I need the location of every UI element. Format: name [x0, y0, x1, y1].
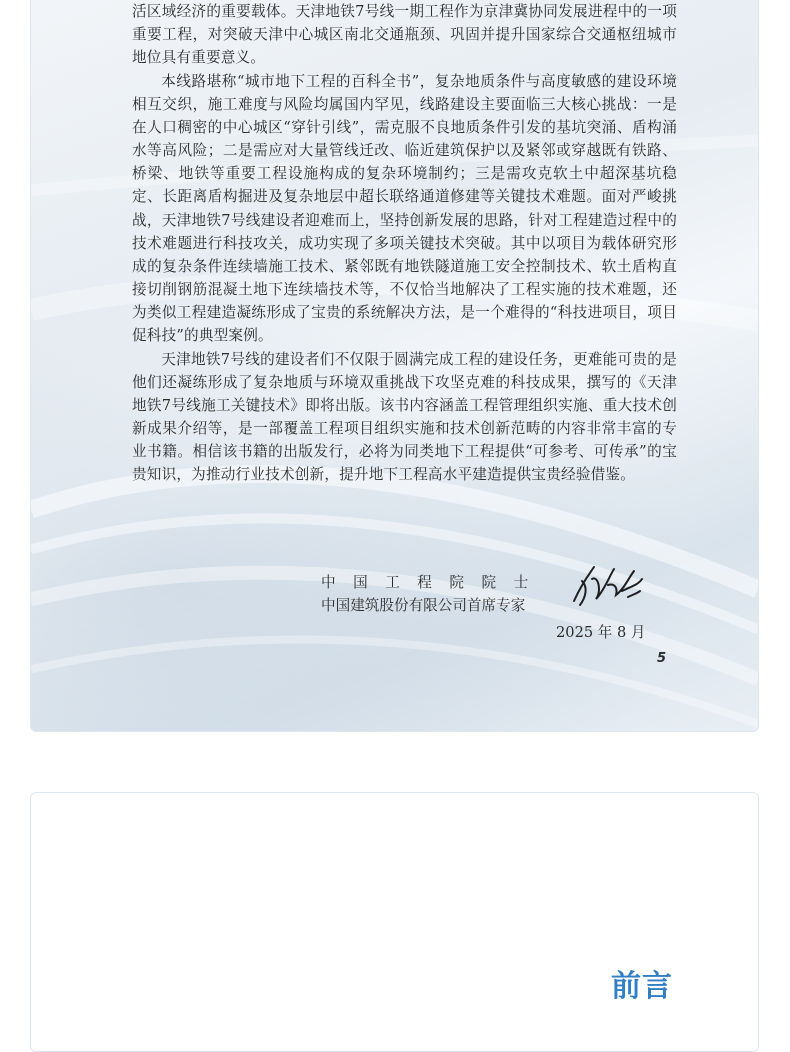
preface-paragraph-3: 天津地铁7号线的建设者们不仅限于圆满完成工程的建设任务，更难能可贵的是他们还凝练形成了复杂地质与环境双重挑战下攻坚克难的科技成果，撰写的《天津地铁7号线施工关键技术》即将出版。该书内容涵盖工程管理组织实施、重大技术创新成果介绍等，是一部覆盖工程项目组织实施和技术创新范畴的内容非常丰富的专业书籍。相信该书籍的出版发行，必将为同类地下工程提供“可参考、可传承”的宝贵知识，为推动行业技术创新，提升地下工程高水平建造提供宝贵经验借鉴。 — [132, 350, 677, 484]
preface-paragraph-2: 本线路堪称“城市地下工程的百科全书”，复杂地质条件与高度敏感的建设环境相互交织，施工难度与风险均属国内罕见，线路建设主要面临三大核心挑战：一是在人口稠密的中心城区“穿针引线”，需克服不良地质条件引发的基坑突涌、盾构涌水等高风险；二是需应对大量管线迁改、临近建筑保护以及紧邻或穿越既有铁路、桥梁、地铁等重要工程设施构成的复杂环境制约；三是需攻克软土中超深基坑稳定、长距离盾构掘进及复杂地层中超长联络通道修建等关键技术难题。面对严峻挑战，天津地铁7号线建设者迎难而上，坚持创新发展的思路，针对工程建造过程中的技术难题进行科技攻关，成功实现了多项关键技术突破。其中以项目为载体研究形成的复杂条件连续墙施工技术、紧邻既有地铁隧道施工安全控制技术、软土盾构直接切削钢筋混凝土地下连续墙技术等，不仅恰当地解决了工程实施的技术难题，还为类似工程建造凝练形成了宝贵的系统解决方法，是一个难得的“科技进项目，项目促科技”的典型案例。 — [132, 72, 677, 345]
page-number: 5 — [657, 651, 667, 666]
handwritten-signature — [568, 561, 646, 609]
preface-page-card — [30, 0, 759, 732]
signature-title-line2: 中国建筑股份有限公司首席专家 — [321, 597, 526, 614]
section-heading-foreword: 前言 — [611, 969, 673, 1004]
preface-body-text — [132, 0, 677, 486]
foreword-page-card — [30, 792, 759, 1052]
signature-block — [321, 571, 546, 617]
signature-date: 2025 年 8 月 — [556, 624, 646, 641]
signature-title-line1: 中国工程院院士 — [321, 574, 546, 591]
preface-paragraph-1: 活区域经济的重要载体。天津地铁7号线一期工程作为京津冀协同发展进程中的一项重要工程，对突破天津中心城区南北交通瓶颈、巩固并提升国家综合交通枢纽城市地位具有重要意义。 — [132, 3, 677, 67]
